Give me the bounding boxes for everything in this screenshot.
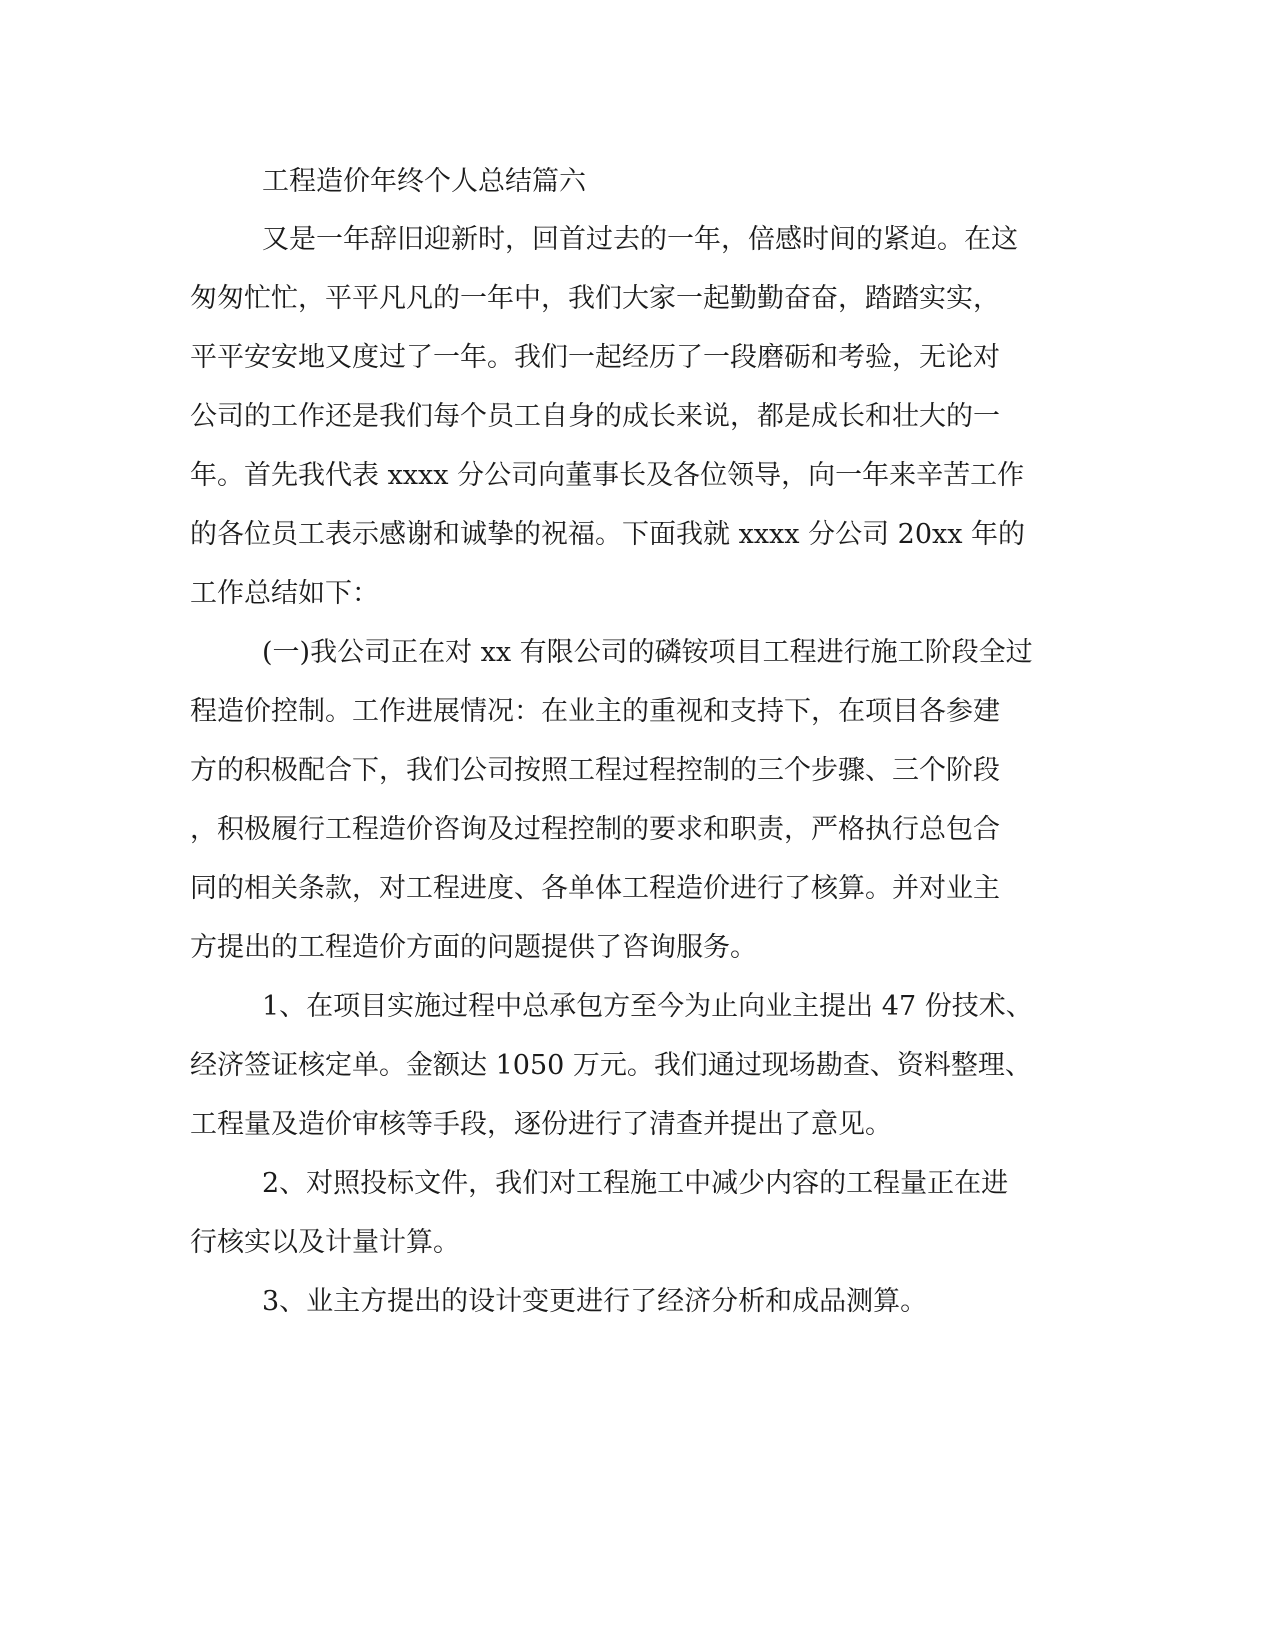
paragraph-line: 方提出的工程造价方面的问题提供了咨询服务。 [190, 932, 757, 963]
paragraph-line: 工程量及造价审核等手段，逐份进行了清查并提出了意见。 [190, 1109, 892, 1140]
paragraph-line: 方的积极配合下，我们公司按照工程过程控制的三个步骤、三个阶段 [190, 755, 1000, 786]
paragraph-line: 经济签证核定单。金额达 1050 万元。我们通过现场勘查、资料整理、 [190, 1050, 1032, 1081]
paragraph-line: 匆匆忙忙，平平凡凡的一年中，我们大家一起勤勤奋奋，踏踏实实， [190, 283, 1000, 314]
paragraph-line: 年。首先我代表 xxxx 分公司向董事长及各位领导，向一年来辛苦工作 [190, 460, 1025, 491]
document-title: 工程造价年终个人总结篇六 [262, 166, 586, 197]
paragraph-line: 3、业主方提出的设计变更进行了经济分析和成品测算。 [262, 1286, 928, 1317]
paragraph-line: 2、对照投标文件，我们对工程施工中减少内容的工程量正在进 [262, 1168, 1009, 1199]
paragraph-line: 又是一年辞旧迎新时，回首过去的一年，倍感时间的紧迫。在这 [262, 224, 1018, 255]
paragraph-line: 平平安安地又度过了一年。我们一起经历了一段磨砺和考验，无论对 [190, 342, 1000, 373]
paragraph-line: 的各位员工表示感谢和诚挚的祝福。下面我就 xxxx 分公司 20xx 年的 [190, 519, 1026, 550]
paragraph-line: 行核实以及计量计算。 [190, 1227, 460, 1258]
paragraph-line: 公司的工作还是我们每个员工自身的成长来说，都是成长和壮大的一 [190, 401, 1000, 432]
paragraph-line: 工作总结如下： [190, 578, 379, 609]
paragraph-line: 1、在项目实施过程中总承包方至今为止向业主提出 47 份技术、 [262, 991, 1033, 1022]
paragraph-line: 同的相关条款，对工程进度、各单体工程造价进行了核算。并对业主 [190, 873, 1000, 904]
paragraph-line: 程造价控制。工作进展情况：在业主的重视和支持下，在项目各参建 [190, 696, 1000, 727]
paragraph-line: ，积极履行工程造价咨询及过程控制的要求和职责，严格执行总包合 [190, 814, 1000, 845]
paragraph-line: (一)我公司正在对 xx 有限公司的磷铵项目工程进行施工阶段全过 [262, 637, 1033, 668]
